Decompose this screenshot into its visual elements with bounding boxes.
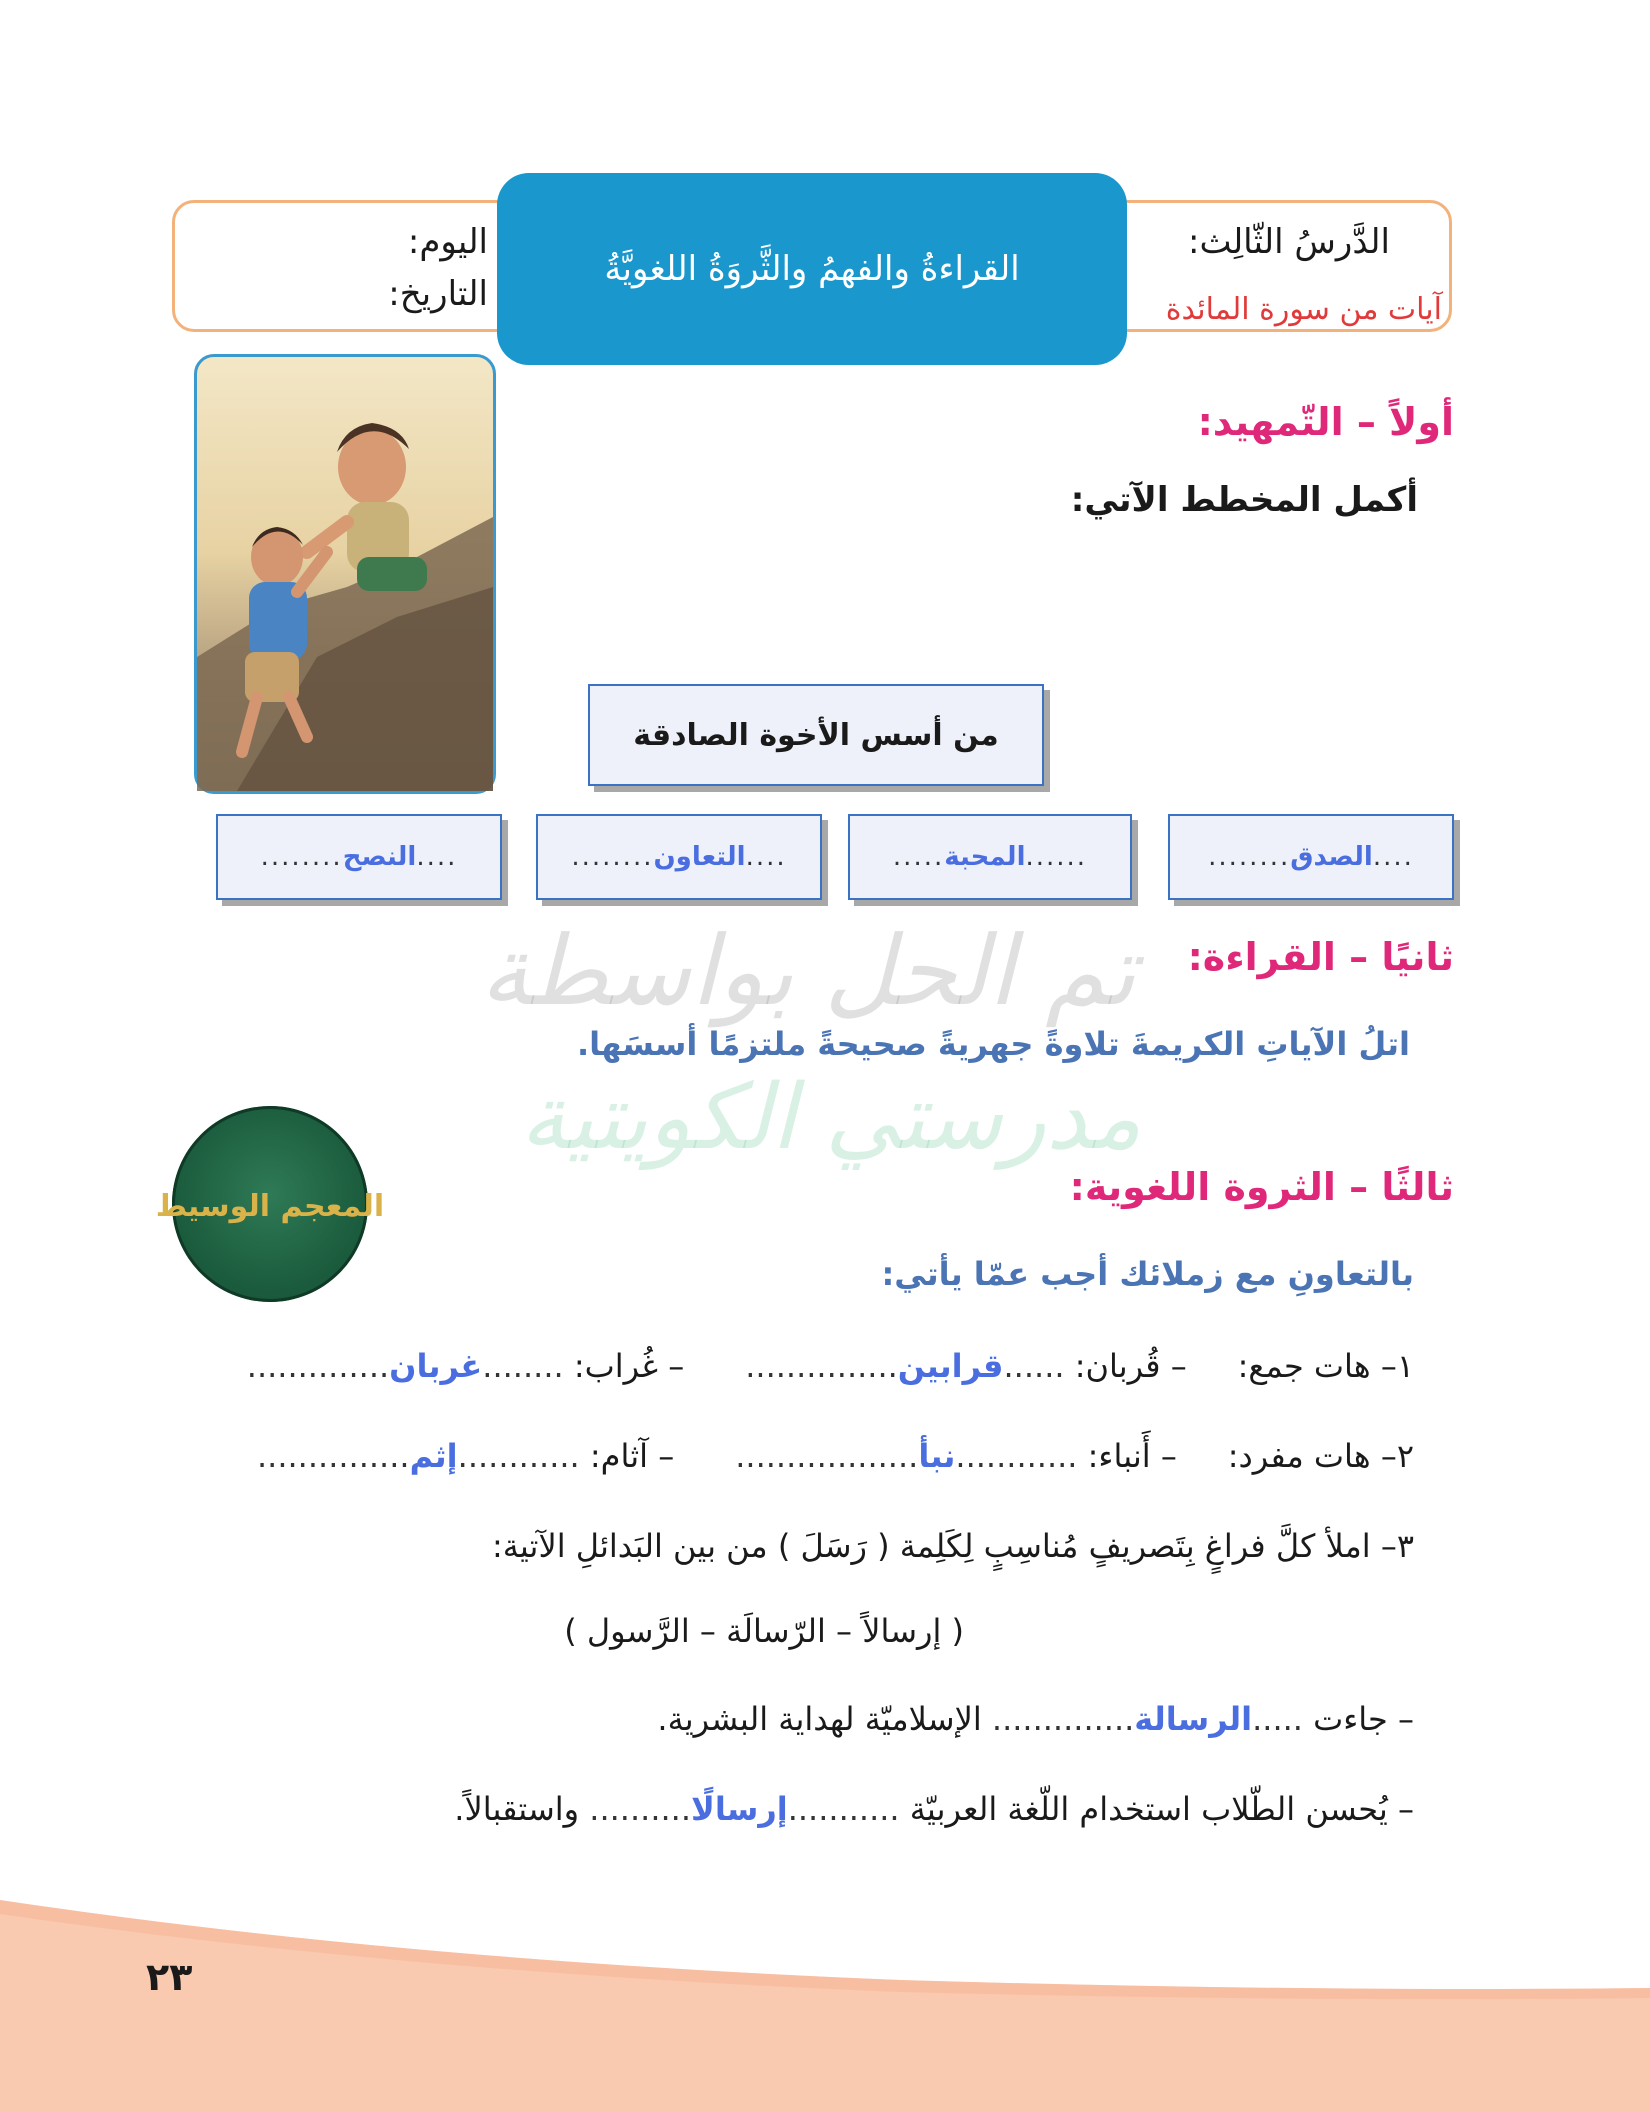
diagram-answer-box[interactable] <box>848 814 1132 900</box>
watermark-line-1: تم الحل بواسطة <box>480 915 1136 1027</box>
dots: ........... <box>787 1790 900 1828</box>
answer-text: النصح <box>342 842 417 872</box>
dots: ........ <box>260 842 343 872</box>
section-reading-heading: ثانيًا – القراءة: <box>1187 935 1454 979</box>
answer-text: الصدق <box>1290 842 1373 872</box>
sentence-end: الإسلاميّة لهداية البشرية. <box>657 1700 982 1738</box>
dots: .... <box>416 842 458 872</box>
question-label: ٢– هات مفرد: <box>1227 1437 1414 1475</box>
sentence-2 <box>454 1790 1414 1828</box>
answer-text: المحبة <box>944 842 1026 872</box>
lesson-number-label: الدَّرسُ الثّالِث: <box>1187 222 1390 262</box>
dots: .............. <box>246 1347 390 1385</box>
word: – غُراب: <box>573 1347 685 1385</box>
lesson-subtitle: آيات من سورة المائدة <box>1165 292 1442 327</box>
answer-text: التعاون <box>653 842 746 872</box>
question-plural <box>247 1347 1414 1385</box>
date-label: التاريخ: <box>388 274 488 314</box>
day-label: اليوم: <box>407 222 488 262</box>
dots: ..... <box>892 842 945 872</box>
answer-text[interactable]: قرابين <box>897 1347 1004 1385</box>
diagram-answer-box[interactable] <box>216 814 502 900</box>
answer-text[interactable]: غربان <box>389 1347 483 1385</box>
footer-wave <box>0 1880 1650 2111</box>
question-label: ١– هات جمع: <box>1237 1347 1414 1385</box>
illustration-drawing <box>197 357 493 791</box>
question-fill-blank: ٣– املأ كلَّ فراغٍ بِتَصريفٍ مُناسِبٍ لِكَلِمة ( رَسَلَ ) من بين البَدائلِ الآتية: <box>491 1527 1414 1565</box>
lesson-title: القراءةُ والفهمُ والثَّروَةُ اللغويَّةُ <box>604 249 1020 289</box>
dots: ............ <box>457 1437 580 1475</box>
dots: .......... <box>589 1790 691 1828</box>
word: – قُربان: <box>1074 1347 1187 1385</box>
watermark-line-2: مدرستي الكويتية <box>520 1065 1142 1170</box>
logo-text: المعجم الوسيط <box>155 1189 385 1224</box>
sentence-start: – جاءت <box>1313 1700 1414 1738</box>
dots: ............ <box>955 1437 1078 1475</box>
dictionary-logo-calligraphy <box>155 1164 385 1244</box>
diagram-answer-box[interactable] <box>536 814 822 900</box>
answer-text[interactable]: إرسالًا <box>691 1790 788 1828</box>
sentence-1 <box>657 1700 1414 1738</box>
dots: ............... <box>745 1347 898 1385</box>
diagram-center-text: من أسس الأخوة الصادقة <box>633 717 999 753</box>
vocabulary-instruction: بالتعاونِ مع زملائك أجب عمّا يأتي: <box>881 1255 1414 1293</box>
dictionary-logo <box>155 1106 385 1302</box>
reading-instruction: اتلُ الآياتِ الكريمةَ تلاوةً جهريةً صحيحةً ملتزمًا أسسَها. <box>577 1025 1410 1063</box>
diagram-instruction: أكمل المخطط الآتي: <box>1070 480 1418 520</box>
section-vocabulary-heading: ثالثًا – الثروة اللغوية: <box>1069 1165 1454 1209</box>
diagram-answer-box[interactable] <box>1168 814 1454 900</box>
dots: ........ <box>482 1347 564 1385</box>
dots: ...... <box>1025 842 1088 872</box>
lesson-title-banner <box>497 173 1127 365</box>
word: – أَنباء: <box>1087 1437 1177 1475</box>
word: – آثام: <box>589 1437 675 1475</box>
boys-climbing-illustration <box>194 354 496 794</box>
dots: ..... <box>1252 1700 1303 1738</box>
dots: .............. <box>991 1700 1135 1738</box>
sentence-start: – يُحسن الطّلاب استخدام اللّغة العربيّة <box>909 1790 1414 1828</box>
dots: ...... <box>1003 1347 1065 1385</box>
page-number: ٢٣ <box>146 1955 193 1999</box>
word-options: ( إرسالاً – الرّسالَة – الرَّسول ) <box>564 1612 964 1650</box>
answer-text[interactable]: الرسالة <box>1134 1700 1253 1738</box>
diagram-center-box <box>588 684 1044 786</box>
sentence-end: واستقبالاً. <box>454 1790 580 1828</box>
section-intro-heading: أولاً – التّمهيد: <box>1197 400 1454 444</box>
dots: .... <box>1372 842 1414 872</box>
question-singular <box>257 1437 1414 1475</box>
answer-text[interactable]: نبأ <box>918 1437 956 1475</box>
dots: ........ <box>1208 842 1291 872</box>
dots: ............... <box>256 1437 410 1475</box>
dots: ........ <box>571 842 654 872</box>
dots: .... <box>745 842 787 872</box>
answer-text[interactable]: إثم <box>409 1437 458 1475</box>
dots: .................. <box>735 1437 919 1475</box>
